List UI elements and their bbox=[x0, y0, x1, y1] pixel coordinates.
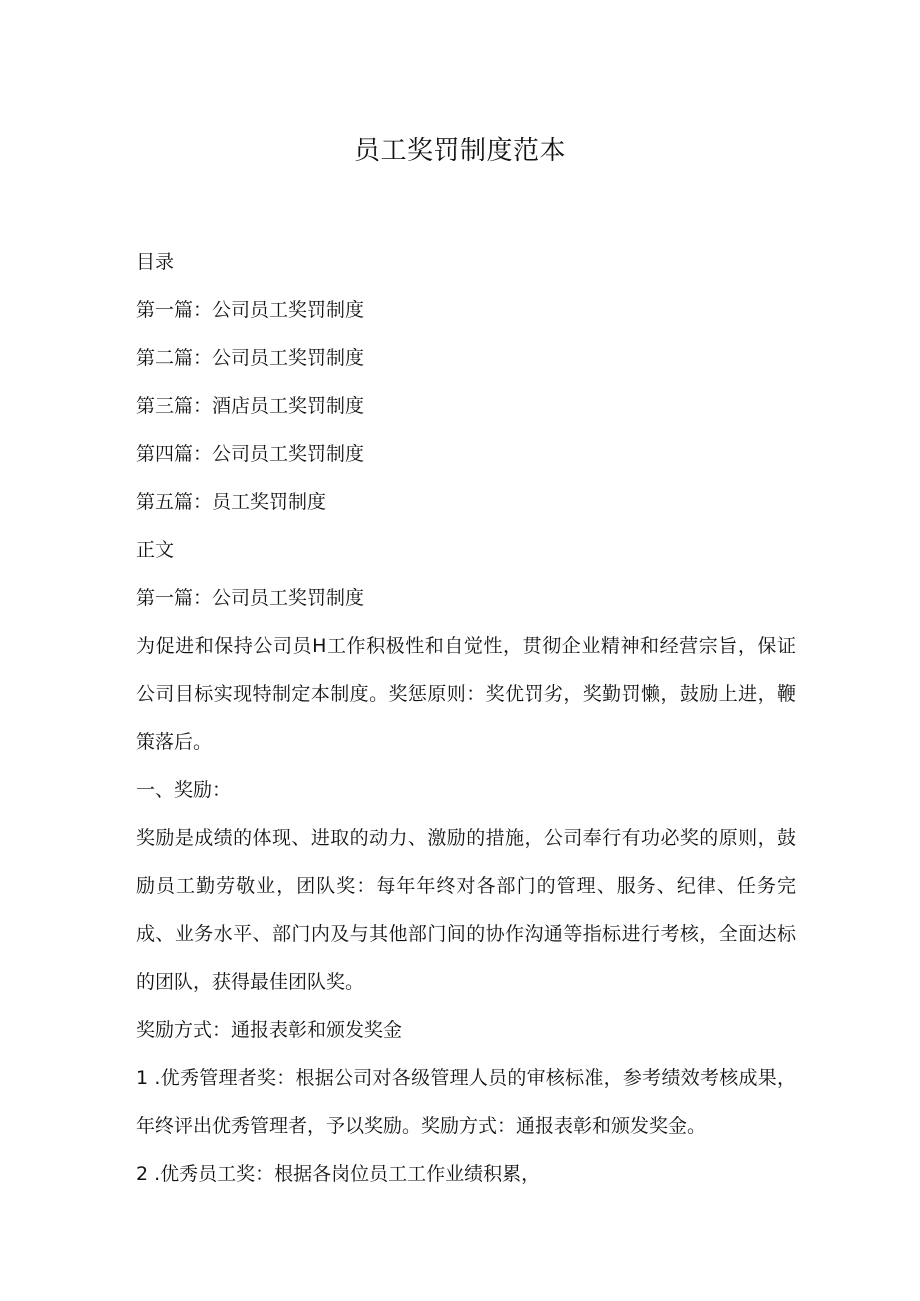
section-heading: 一、奖励： bbox=[136, 779, 232, 801]
toc-heading: 目录 bbox=[136, 251, 175, 273]
reward-method: 奖励方式：通报表彰和颁发奖金 bbox=[136, 1019, 403, 1041]
list-item: 1 .优秀管理者奖：根据公司对各级管理人员的审核标准，参考绩效考核成果，年终评出优秀管理者，予以奖励。奖励方式：通报表彰和颁发奖金。 bbox=[136, 1067, 796, 1137]
list-item: 2 .优秀员工奖：根据各岗位员工工作业绩积累， bbox=[136, 1163, 541, 1185]
toc-item: 第一篇：公司员工奖罚制度 bbox=[136, 299, 365, 321]
toc-item: 第四篇：公司员工奖罚制度 bbox=[136, 443, 365, 465]
body-heading: 正文 bbox=[136, 539, 175, 561]
document-title: 员工奖罚制度范本 bbox=[353, 136, 566, 166]
toc-item: 第二篇：公司员工奖罚制度 bbox=[136, 347, 365, 369]
document-body bbox=[136, 238, 796, 1198]
chapter-title: 第一篇：公司员工奖罚制度 bbox=[136, 587, 365, 609]
toc-item: 第五篇：员工奖罚制度 bbox=[136, 491, 327, 513]
toc-item: 第三篇：酒店员工奖罚制度 bbox=[136, 395, 365, 417]
section-paragraph: 奖励是成绩的体现、进取的动力、激励的措施，公司奉行有功必奖的原则，鼓励员工勤劳敬业，团队奖：每年年终对各部门的管理、服务、纪律、任务完成、业务水平、部门内及与其他部门间的协作沟通等指标进行考核，全面达标的团队，获得最佳团队奖。 bbox=[136, 827, 796, 993]
intro-paragraph: 为促进和保持公司员H工作积极性和自觉性，贯彻企业精神和经营宗旨，保证公司目标实现特制定本制度。奖惩原则：奖优罚劣，奖勤罚懒，鼓励上进，鞭策落后。 bbox=[136, 635, 796, 753]
